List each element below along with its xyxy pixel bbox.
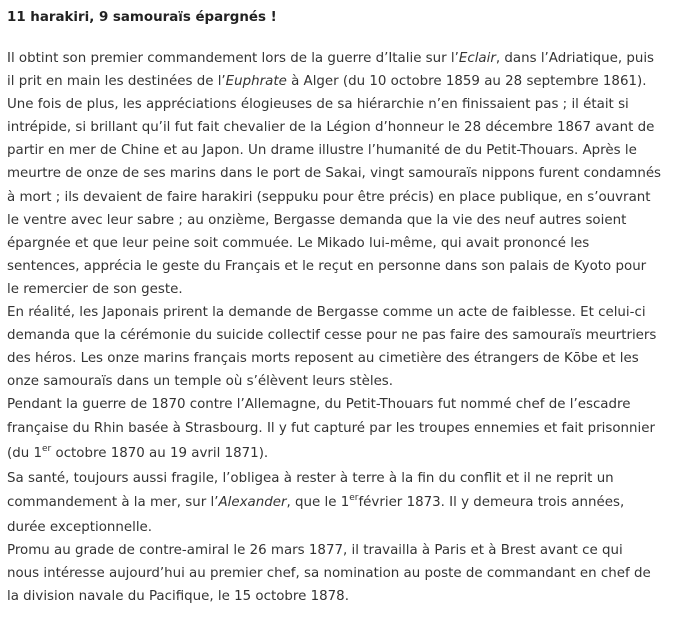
text-line xyxy=(7,440,661,467)
text-run: le ventre avec leur sabre ; au onzième, Bergasse demanda que la vie des neuf autres soient xyxy=(7,212,627,228)
text-run: (du 1 xyxy=(7,445,42,461)
text-line xyxy=(7,562,661,585)
article-body xyxy=(7,47,661,608)
text-run: française du Rhin basée à Strasbourg. Il y fut capturé par les troupes ennemies et fait prisonnier xyxy=(7,420,655,436)
text-run: , dans l’Adriatique, puis xyxy=(495,51,655,66)
ordinal-superscript: er xyxy=(42,443,52,454)
text-line xyxy=(7,93,661,116)
text-line xyxy=(7,516,661,539)
text-line xyxy=(7,370,661,393)
text-line xyxy=(7,467,661,490)
text-line xyxy=(7,255,661,278)
text-run: durée exceptionnelle. xyxy=(7,519,153,535)
text-line xyxy=(7,116,661,139)
text-run: des héros. Les onze marins français morts reposent au cimetière des étrangers de Kōbe et les xyxy=(7,351,639,367)
text-line xyxy=(7,186,661,209)
ship-name: Euphrate xyxy=(225,74,287,90)
text-line xyxy=(7,393,661,416)
text-run: le remercier de son geste. xyxy=(7,281,183,297)
text-run: sentences, apprécia le geste du Français et le reçut en personne dans son palais de Kyoto pour xyxy=(7,258,647,274)
text-run: meurtre de onze de ses marins dans le port de Sakai, vingt samouraïs nippons furent condamnés xyxy=(7,166,662,182)
text-run: Une fois de plus, les appréciations élogieuses de sa hiérarchie n’en finissaient pas ; il était si xyxy=(7,97,629,113)
text-line xyxy=(7,209,661,232)
text-run: Promu au grade de contre-amiral le 26 mars 1877, il travailla à Paris et à Brest avant ce qui xyxy=(7,542,623,558)
text-line xyxy=(7,324,661,347)
text-line xyxy=(7,585,661,608)
ship-name: Eclair xyxy=(458,51,496,66)
ordinal-superscript: er xyxy=(349,492,359,503)
text-run: octobre 1870 au 19 avril 1871). xyxy=(51,445,269,461)
text-line xyxy=(7,232,661,255)
text-run: à mort ; ils devaient de faire harakiri (seppuku pour être précis) en place publique, en s’ouvrant xyxy=(7,189,651,205)
text-run: à Alger (du 10 octobre 1859 au 28 septembre 1861). xyxy=(286,74,647,90)
text-run: partir en mer de Chine et au Japon. Un drame illustre l’humanité de du Petit-Thouars. Après le xyxy=(7,143,637,159)
text-run: février 1873. Il y demeura trois années, xyxy=(358,494,625,510)
text-run: onze samouraïs dans un temple où s’élèvent leurs stèles. xyxy=(7,374,394,390)
text-line xyxy=(7,139,661,162)
text-line xyxy=(7,47,661,70)
text-line xyxy=(7,162,661,185)
text-run: il prit en main les destinées de l’ xyxy=(7,74,226,90)
text-run: Il obtint son premier commandement lors de la guerre d’Italie sur l’ xyxy=(7,51,459,66)
text-run: En réalité, les Japonais prirent la demande de Bergasse comme un acte de faiblesse. Et celui-ci xyxy=(7,305,646,321)
article xyxy=(7,8,661,608)
text-line xyxy=(7,70,661,93)
text-line xyxy=(7,347,661,370)
ship-name: Alexander xyxy=(218,494,287,510)
text-run: demanda que la cérémonie du suicide collectif cesse pour ne pas faire des samouraïs meurtriers xyxy=(7,328,657,344)
text-run: épargnée et que leur peine soit commuée. Le Mikado lui-même, qui avait prononcé les xyxy=(7,235,590,251)
text-line xyxy=(7,417,661,440)
article-heading: 11 harakiri, 9 samouraïs épargnés ! xyxy=(7,10,277,25)
text-line xyxy=(7,278,661,301)
text-run: , que le 1 xyxy=(286,494,350,510)
text-run: nous intéresse aujourd’hui au premier chef, sa nomination au poste de commandant en chef de xyxy=(7,565,651,581)
text-run: commandement à la mer, sur l’ xyxy=(7,494,219,510)
text-line xyxy=(7,539,661,562)
text-run: Pendant la guerre de 1870 contre l’Allemagne, du Petit-Thouars fut nommé chef de l’escadre xyxy=(7,397,631,413)
text-run: intrépide, si brillant qu’il fut fait chevalier de la Légion d’honneur le 28 décembre 1867 avant de xyxy=(7,120,655,136)
text-run: Sa santé, toujours aussi fragile, l’obligea à rester à terre à la fin du conflit et il ne reprit un xyxy=(7,470,614,486)
text-line xyxy=(7,490,661,516)
text-line xyxy=(7,301,661,324)
text-run: la division navale du Pacifique, le 15 octobre 1878. xyxy=(7,588,349,604)
